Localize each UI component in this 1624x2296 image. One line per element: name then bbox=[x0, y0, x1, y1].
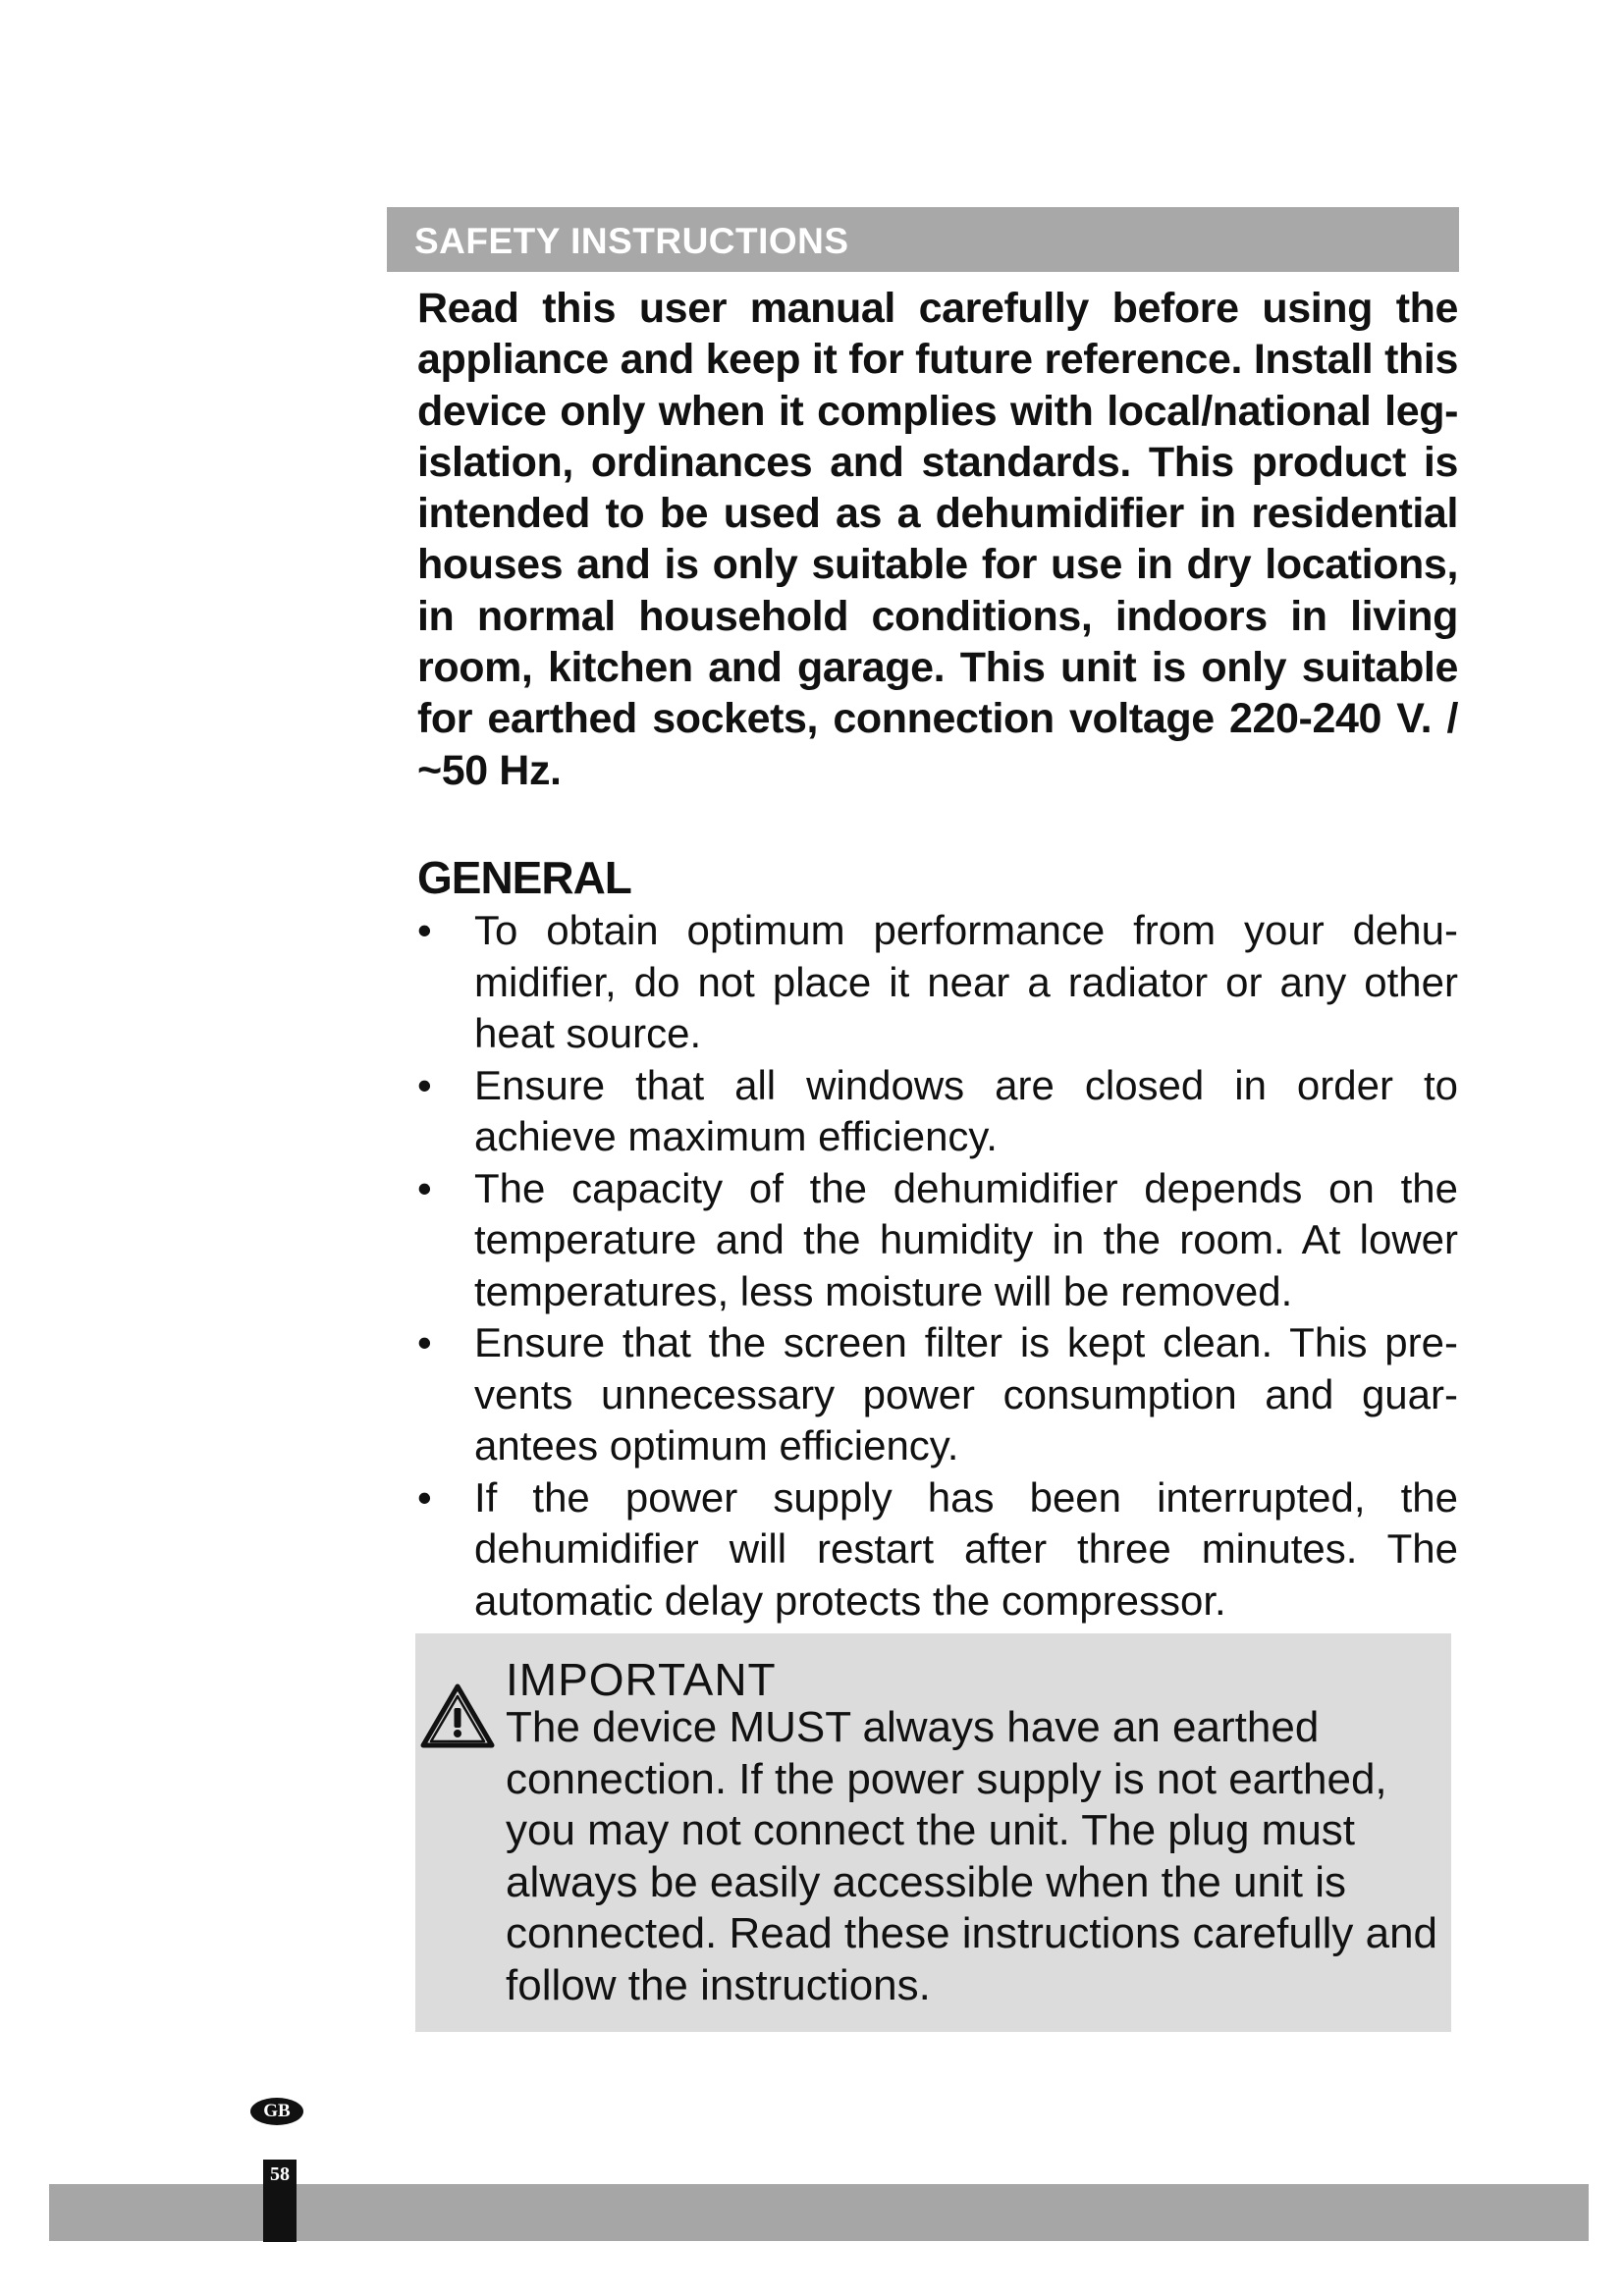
important-title: IMPORTANT bbox=[506, 1654, 777, 1705]
general-bullet-list bbox=[417, 905, 1458, 1627]
list-item-text: To obtain optimum performance from your dehu-midifier, do not place it near a radiator or any other heat source. bbox=[474, 907, 1458, 1056]
general-heading: GENERAL bbox=[417, 852, 631, 903]
page-number-tab bbox=[263, 2160, 297, 2242]
bullet-icon: • bbox=[417, 1319, 432, 1365]
list-item bbox=[417, 1060, 1458, 1163]
important-notice-box bbox=[415, 1633, 1451, 2032]
list-item-text: Ensure that all windows are closed in order to achieve maximum efficiency. bbox=[474, 1061, 1458, 1159]
section-title: SAFETY INSTRUCTIONS bbox=[414, 221, 849, 261]
bullet-icon: • bbox=[417, 1061, 432, 1108]
important-text: The device MUST always have an earthed connection. If the power supply is not earthed, you may not connect the unit. The plug must always be easily accessible when the unit is connected. Read these instructions carefully and follow the instructions. bbox=[506, 1703, 1438, 2009]
list-item bbox=[417, 1472, 1458, 1628]
section-header-bar bbox=[387, 207, 1459, 272]
list-item-text: Ensure that the screen filter is kept clean. This pre-vents unnecessary power consumption and guar-antees optimum efficiency. bbox=[474, 1319, 1458, 1468]
list-item-text: If the power supply has been interrupted, the dehumidifier will restart after three minutes. The automatic delay protects the compressor. bbox=[474, 1473, 1458, 1624]
list-item bbox=[417, 905, 1458, 1060]
bullet-icon: • bbox=[417, 1164, 432, 1211]
bullet-icon: • bbox=[417, 1473, 432, 1521]
language-badge-label: GB bbox=[263, 2101, 291, 2121]
language-badge bbox=[250, 2098, 303, 2125]
list-item bbox=[417, 1163, 1458, 1318]
list-item bbox=[417, 1317, 1458, 1472]
intro-paragraph: Read this user manual carefully before using the appliance and keep it for future reference. Install this device only when it complies with local/national leg-islation, ordinances and standards. This product is intended to be used as a dehumidifier in residential houses and is only suitable for use in dry locations, in normal household conditions, indoors in living room, kitchen and garage. This unit is only suitable for earthed sockets, connection voltage 220-240 V. / ~50 Hz. bbox=[417, 285, 1458, 794]
bullet-icon: • bbox=[417, 907, 432, 953]
page-number: 58 bbox=[270, 2163, 290, 2185]
list-item-text: The capacity of the dehumidifier depends on the temperature and the humidity in the room. At lower temperatures, less moisture will be removed. bbox=[474, 1164, 1458, 1314]
warning-triangle-icon bbox=[419, 1682, 496, 1751]
